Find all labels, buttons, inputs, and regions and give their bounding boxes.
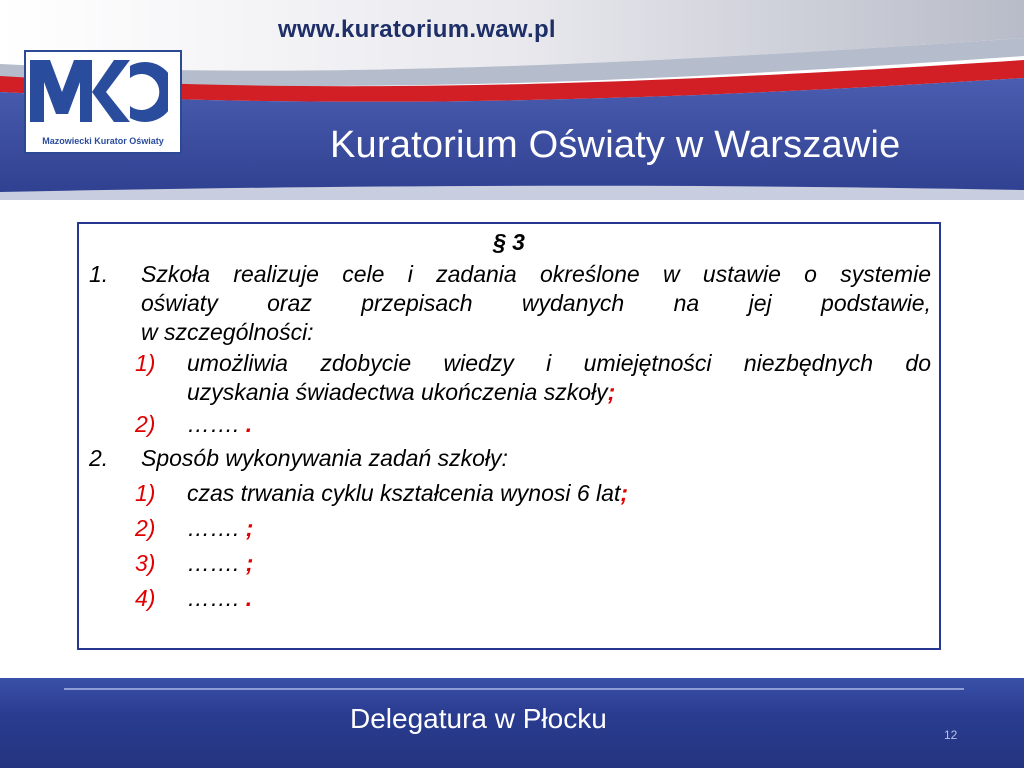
sub-item-number: 4): [135, 585, 156, 611]
sub-item: [79, 584, 939, 614]
section-heading: § 3: [493, 229, 525, 255]
sub-item-number: 2): [135, 411, 156, 437]
logo: [24, 50, 182, 154]
sub-item-text: umożliwia zdobycie wiedzy i umiejętności niezbędnych do: [187, 350, 931, 376]
website-url[interactable]: www.kuratorium.waw.pl: [278, 16, 556, 43]
list-item-1: [79, 260, 939, 350]
sub-item-text: ……. .: [187, 585, 253, 611]
footer-title: Delegatura w Płocku: [350, 703, 607, 734]
logo-caption: Mazowiecki Kurator Oświaty: [42, 136, 164, 146]
list-item-number: 2.: [89, 445, 109, 471]
sub-item-text: ……. ;: [187, 515, 254, 541]
slide-number: 12: [944, 728, 958, 742]
regulation-text-box: [77, 222, 941, 650]
footer-divider: [64, 688, 964, 690]
sub-item-text: uzyskania świadectwa ukończenia szkoły;: [187, 379, 616, 405]
sub-item-text: ……. ;: [187, 550, 254, 576]
list-item-2: [79, 444, 939, 474]
header-banner: [0, 0, 1024, 200]
list-item-text: Szkoła realizuje cele i zadania określone w ustawie o systemie: [141, 261, 931, 287]
page-title: Kuratorium Oświaty w Warszawie: [330, 124, 901, 166]
list-item-text: w szczególności:: [141, 319, 314, 345]
sub-item: [79, 514, 939, 544]
sub-item-number: 1): [135, 350, 156, 376]
sub-item-number: 3): [135, 550, 156, 576]
list-item-number: 1.: [89, 261, 109, 287]
sub-item-number: 2): [135, 515, 156, 541]
sub-item-text: ……. .: [187, 411, 253, 437]
sub-item: [79, 410, 939, 440]
sub-item-text: czas trwania cyklu kształcenia wynosi 6 lat;: [187, 480, 629, 506]
sub-item: [79, 349, 939, 409]
sub-item: [79, 549, 939, 579]
sub-item-number: 1): [135, 480, 156, 506]
footer-bar: [0, 678, 1024, 768]
sub-item: [79, 479, 939, 509]
logo-mko-icon: [26, 52, 168, 128]
list-item-text: Sposób wykonywania zadań szkoły:: [141, 445, 508, 471]
list-item-text: oświaty oraz przepisach wydanych na jej podstawie,: [141, 290, 931, 316]
